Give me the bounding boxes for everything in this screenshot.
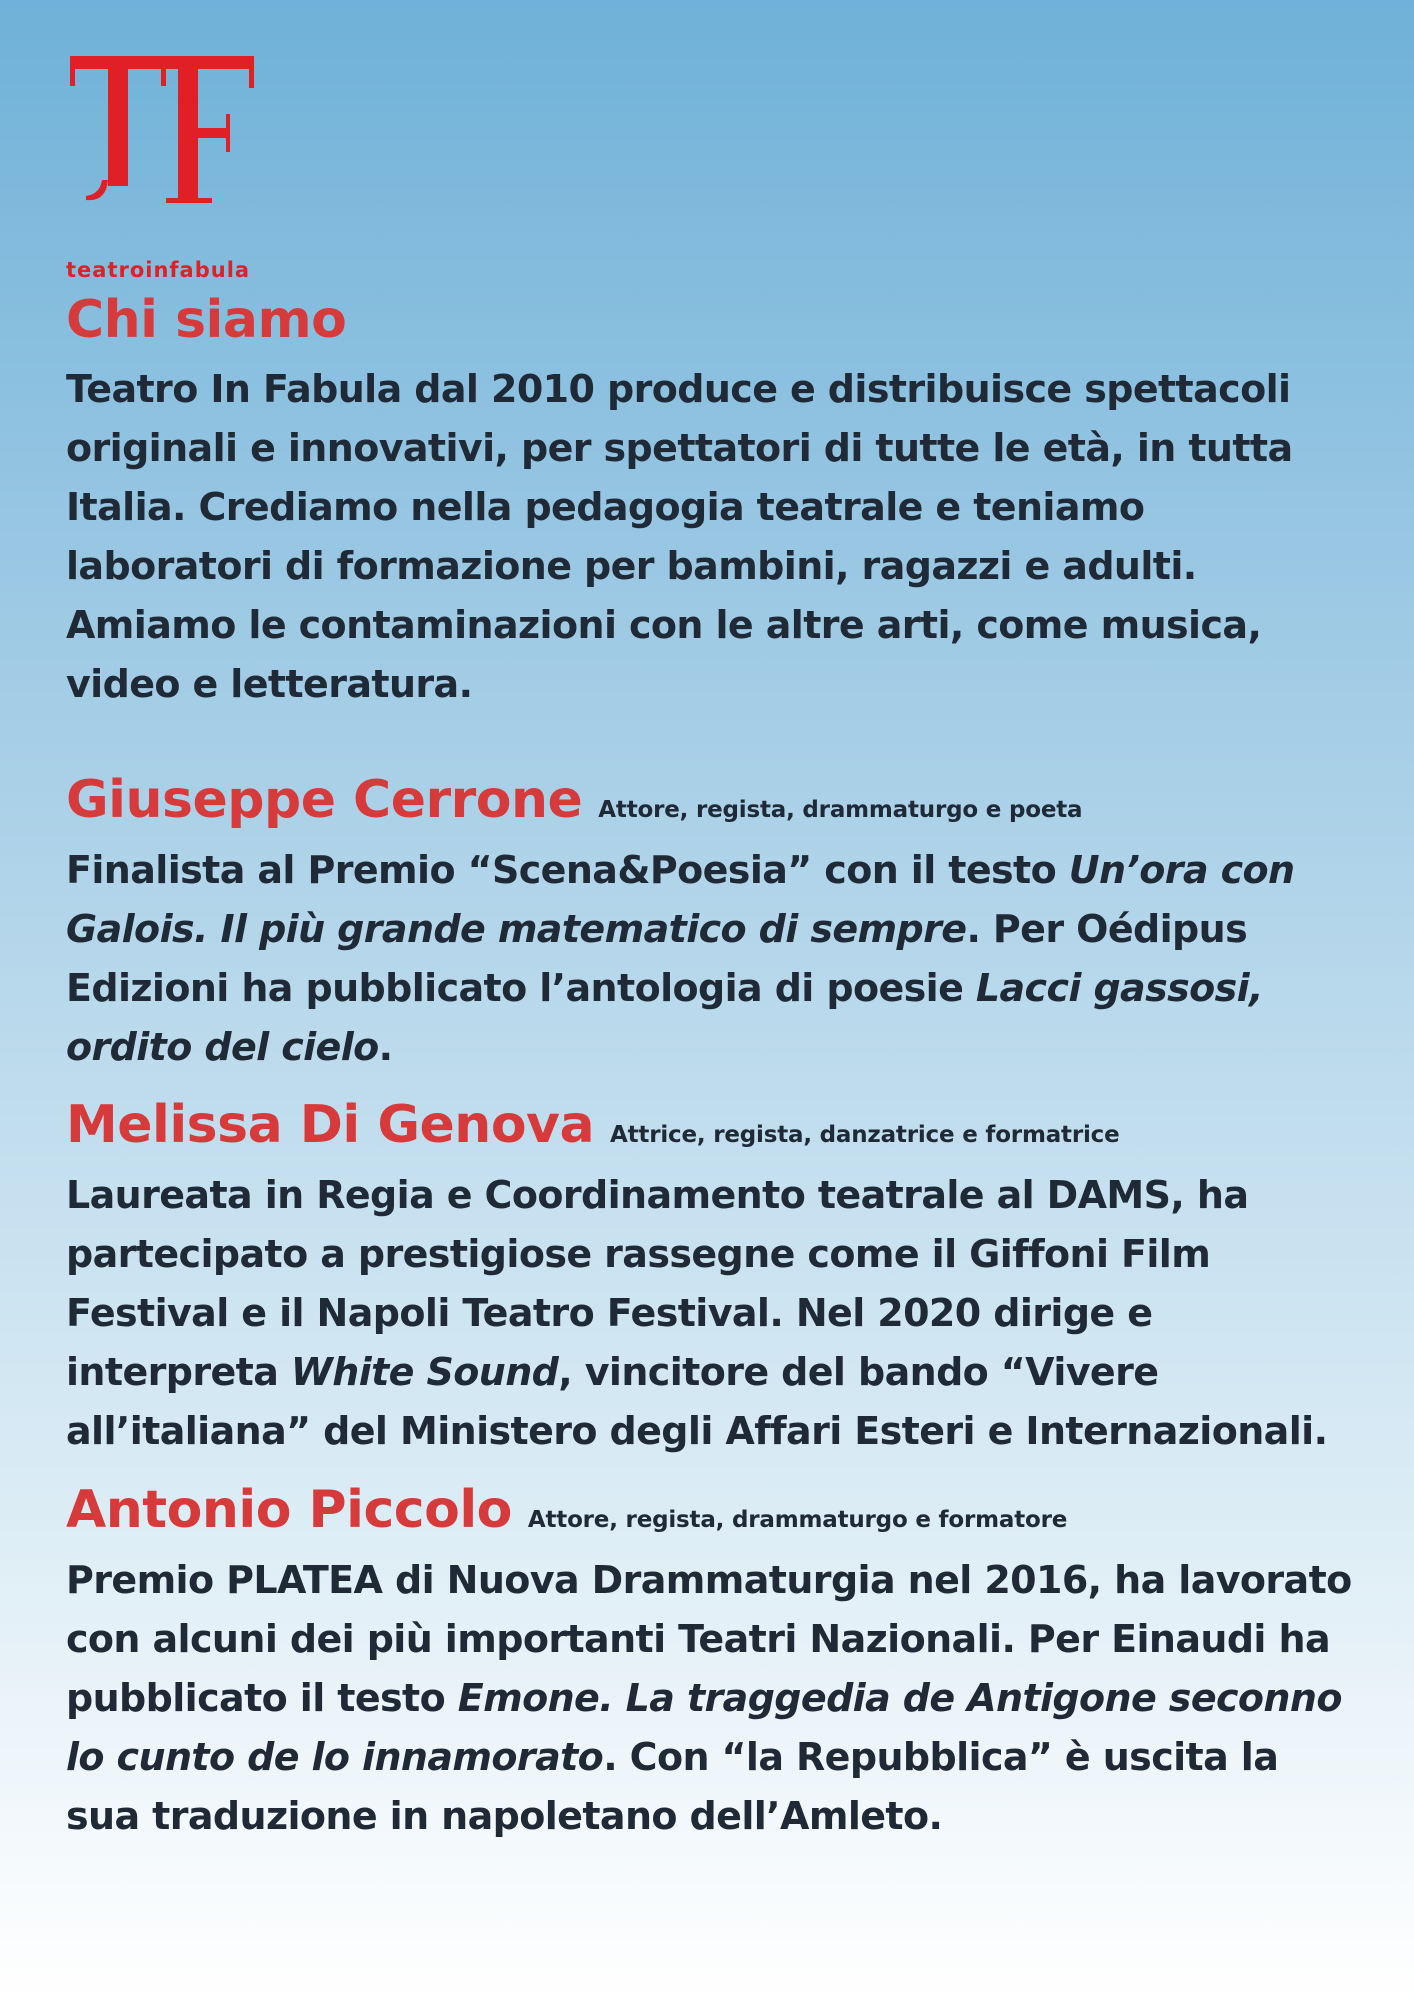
bio-title-italic: White Sound: [290, 1350, 559, 1394]
person-role: Attore, regista, drammaturgo e formatore: [527, 1507, 1068, 1533]
person-name: Antonio Piccolo: [66, 1480, 512, 1540]
bio-text: Laureata in Regia e Coordinamento teatrale al DAMS, ha partecipato a prestigiose rassegne come il Giffoni Film Festival e il Napoli Teatro Festival. Nel 2020 dirige e interpreta: [66, 1173, 1249, 1394]
person-bio: [66, 1166, 1356, 1461]
tf-monogram-icon: [66, 52, 256, 212]
bio-text: , vincitore del bando “Vivere all’italiana” del Ministero degli Affari Esteri e Internazionali.: [66, 1350, 1328, 1453]
person-bio: [66, 1551, 1356, 1846]
bio-text: . Con “la Repubblica” è uscita la sua traduzione in napoletano dell’Amleto.: [66, 1735, 1279, 1838]
person-section-di-genova: [66, 1090, 1356, 1461]
teatroinfabula-logo: [66, 52, 266, 282]
bio-text: Finalista al Premio “Scena&Poesia” con il testo: [66, 848, 1069, 892]
person-bio: [66, 841, 1356, 1077]
chi-siamo-title: Chi siamo: [66, 290, 347, 350]
person-role: Attore, regista, drammaturgo e poeta: [598, 797, 1083, 823]
person-section-piccolo: [66, 1475, 1356, 1846]
bio-title-italic: Emone. La traggedia de Antigone seconno lo cunto de lo innamorato: [66, 1676, 1342, 1779]
chi-siamo-section: [66, 280, 1356, 714]
person-section-cerrone: [66, 765, 1356, 1077]
bio-title-italic: Lacci gassosi, ordito del cielo: [66, 966, 1263, 1069]
bio-text: .: [378, 1025, 393, 1069]
bio-title-italic: Un’ora con Galois. Il più grande matematico di sempre: [66, 848, 1295, 951]
bio-text: Premio PLATEA di Nuova Drammaturgia nel 2016, ha lavorato con alcuni dei più importanti Teatri Nazionali. Per Einaudi ha pubblicato il testo: [66, 1558, 1352, 1720]
bio-text: . Per Oédipus Edizioni ha pubblicato l’antologia di poesie: [66, 907, 1248, 1010]
logo-wordmark: teatroinfabula: [66, 258, 251, 282]
person-role: Attrice, regista, danzatrice e formatrice: [610, 1122, 1120, 1148]
person-name: Melissa Di Genova: [66, 1095, 595, 1155]
chi-siamo-text: Teatro In Fabula dal 2010 produce e distribuisce spettacoli originali e innovativi, per spettatori di tutte le età, in tutta Italia. Crediamo nella pedagogia teatrale e teniamo laboratori di formazione per bambini, ragazzi e adulti. Amiamo le contaminazioni con le altre arti, come musica, video e letteratura.: [66, 367, 1293, 706]
person-name: Giuseppe Cerrone: [66, 770, 583, 830]
